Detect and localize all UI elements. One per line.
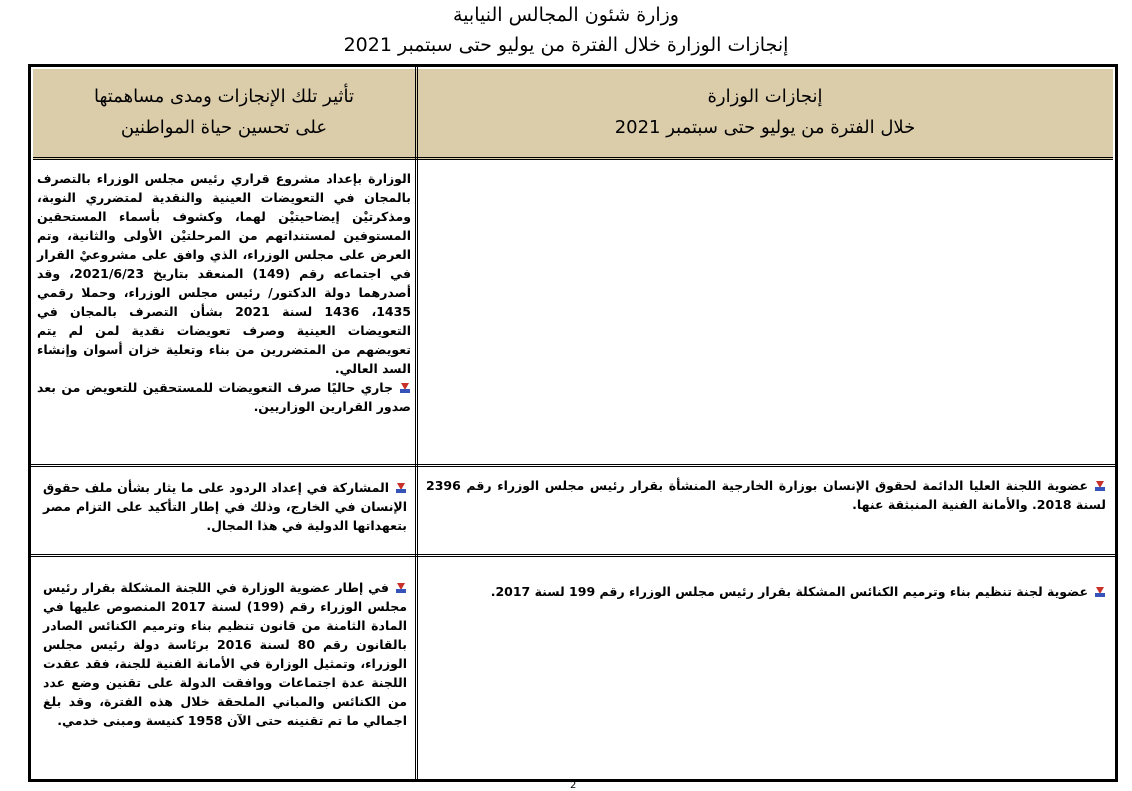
row-divider: [31, 554, 1115, 557]
column-divider: [415, 67, 418, 779]
arrow-bullet-icon: [1094, 587, 1106, 599]
table-row-3-impact: [43, 578, 407, 774]
page-number: 2: [570, 780, 577, 791]
row-3-impact-text: في إطار عضوية الوزارة في اللجنة المشكلة بقرار رئيس مجلس الوزراء رقم (199) لسنة 2017 المنصوص عليها في المادة الثامنة من قانون تنظيم بناء وترميم الكنائس الصادر بالقانون رقم 80 لسنة 2016 برئاسة دولة رئيس مجلس الوزراء، وتمثيل الوزارة في الأمانة الفنية للجنة، فقد عقدت اللجنة عدة اجتماعات ووافقت الدولة على تقنين وضع عدد من الكنائس والمباني الملحقة خلال هذه الفترة، وقد بلغ اجمالي ما تم تقنينه حتى الآن 1958 كنيسة ومبنى خدمي.: [43, 580, 407, 728]
header-impact-line2: على تحسين حياة المواطنين: [120, 117, 328, 138]
arrow-bullet-icon: [1094, 481, 1106, 493]
header-achievements-line2: خلال الفترة من يوليو حتى سبتمبر 2021: [614, 117, 916, 138]
header-impact-line1: تأثير تلك الإنجازات ومدى مساهمتها: [93, 86, 355, 107]
row-1-impact-bullet-item: [37, 378, 411, 416]
table-row-2-impact: [43, 478, 407, 550]
table-row-1-achievement: [421, 167, 1105, 457]
table-row-2-achievement: [426, 476, 1106, 548]
row-3-achievement-text: عضوية لجنة تنظيم بناء وترميم الكنائس المشكلة بقرار رئيس مجلس الوزراء رقم 199 لسنة 2017.: [490, 584, 1088, 599]
achievements-table: [28, 64, 1118, 782]
arrow-bullet-icon: [399, 383, 411, 395]
table-row-1-impact: [37, 169, 411, 461]
row-2-achievement-text: عضوية اللجنة العليا الدائمة لحقوق الإنسان بوزارة الخارجية المنشأة بقرار رئيس مجلس الوزراء رقم 2396 لسنة 2018. والأمانة الفنية المنبثقة عنها.: [426, 478, 1106, 512]
arrow-bullet-icon: [395, 483, 407, 495]
table-row-3-achievement: [426, 582, 1106, 642]
document-subtitle: إنجازات الوزارة خلال الفترة من يوليو حتى سبتمبر 2021: [343, 34, 789, 56]
header-achievements-line1: إنجازات الوزارة: [707, 86, 823, 107]
row-2-impact-text: المشاركة في إعداد الردود على ما يثار بشأن ملف حقوق الإنسان في الخارج، وذلك في إطار التأكيد على التزام مصر بتعهداتها الدولية في هذا المجال.: [43, 480, 407, 533]
header-impact: [33, 69, 415, 157]
row-1-impact-paragraph: الوزارة بإعداد مشروع قراري رئيس مجلس الوزراء بالتصرف بالمجان في التعويضات العينية والنقدية لمتضرري النوبة، ومذكرتيْن إيضاحيتيْن لهما، وكشوف بأسماء المستحقين المستوفين لمستنداتهم من المرحلتيْن الأولى والثانية، وتم العرض على مجلس الوزراء، الذي وافق على مشروعيْ القرار في اجتماعه رقم (149) المنعقد بتاريخ 2021/6/23، وقد أصدرهما دولة الدكتور/ رئيس مجلس الوزراء، وحملا رقمي 1435، 1436 لسنة 2021 بشأن التصرف بالمجان في التعويضات العينية وصرف تعويضات نقدية لمن لم يتم تعويضهم من المتضررين من بناء وتعلية خزان أسوان وإنشاء السد العالي.: [37, 171, 412, 376]
ministry-name: وزارة شئون المجالس النيابية: [453, 4, 679, 26]
header-achievements: [417, 69, 1113, 157]
row-divider: [31, 464, 1115, 467]
row-1-impact-bullet-text: جاري حاليًا صرف التعويضات للمستحقين للتعويض من بعد صدور القرارين الوزاريين.: [37, 380, 411, 414]
table-header: [33, 69, 1113, 160]
arrow-bullet-icon: [395, 583, 407, 595]
